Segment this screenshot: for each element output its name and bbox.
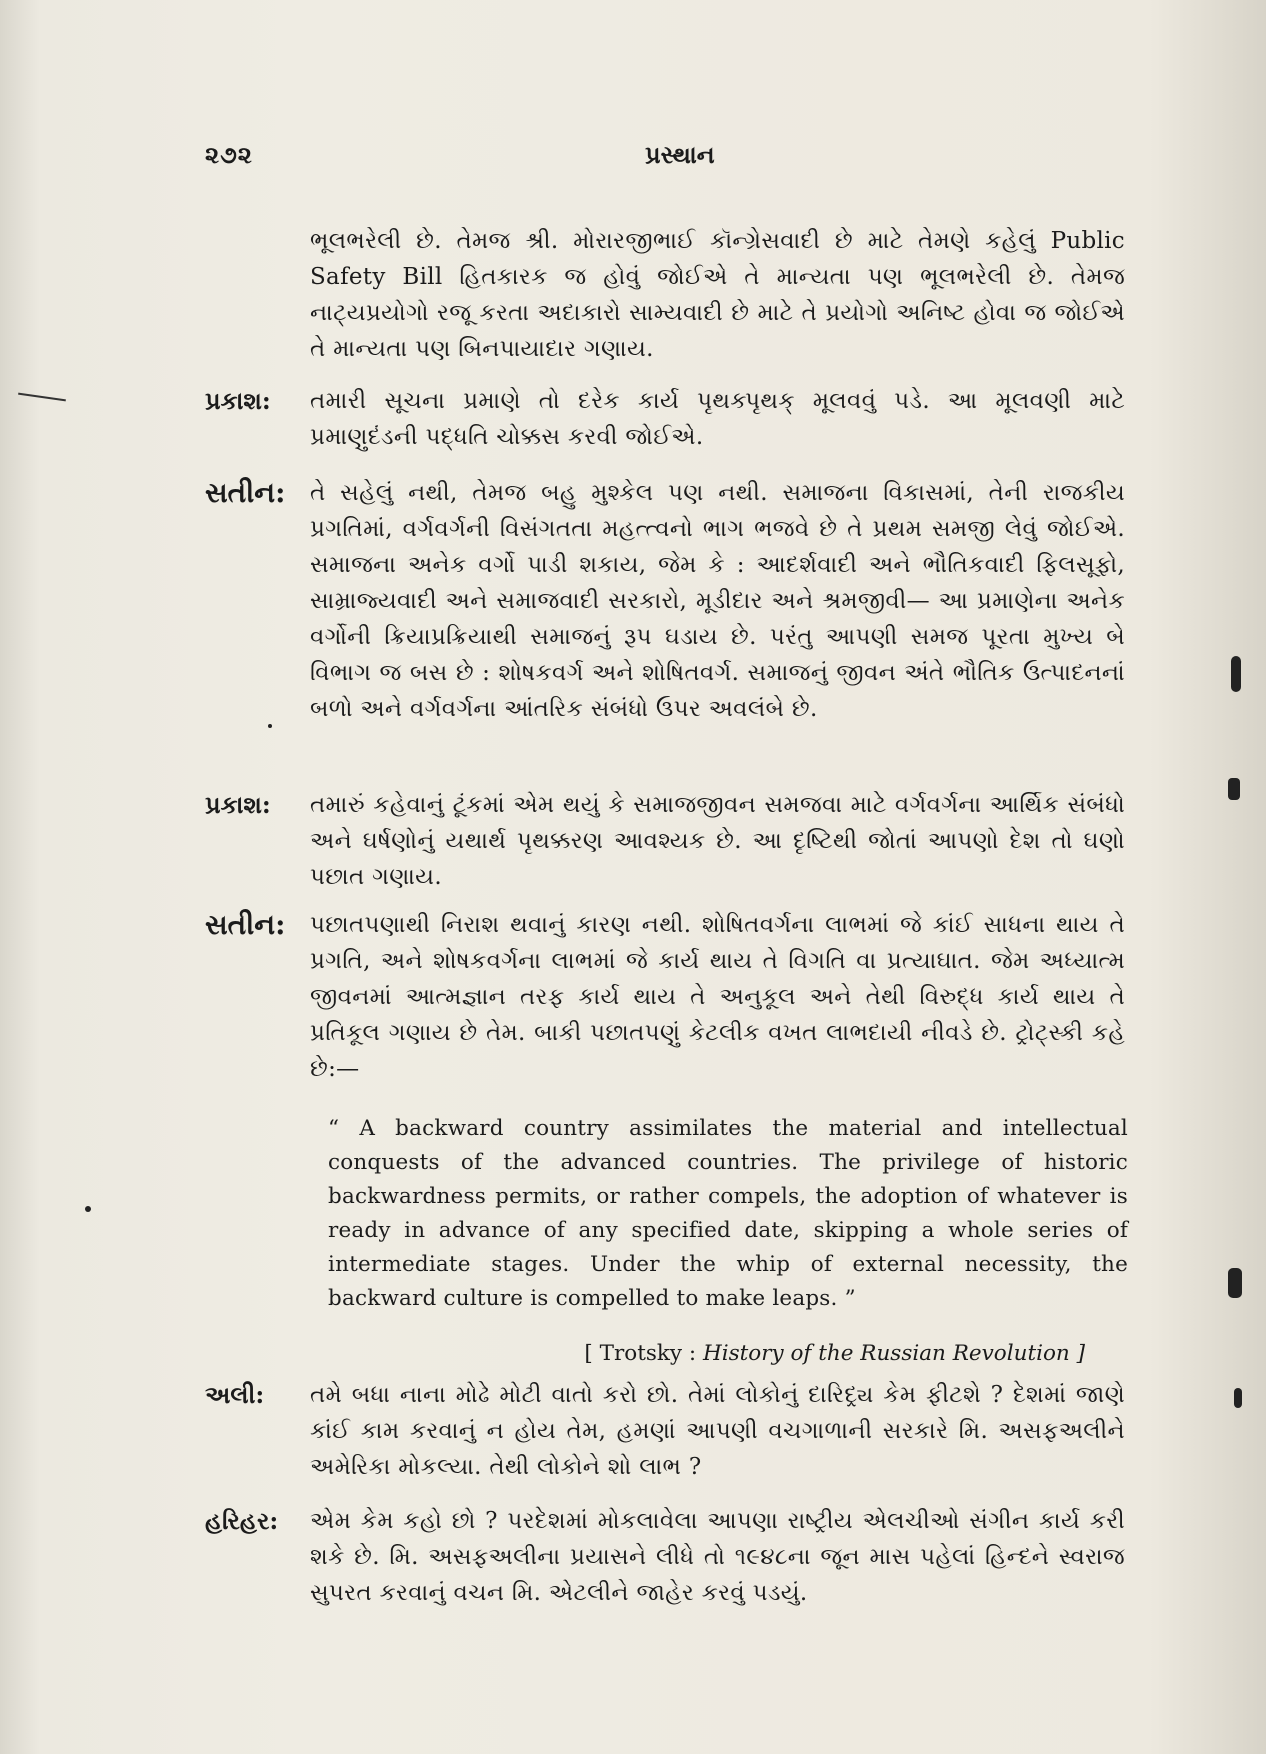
dialogue-paragraph bbox=[205, 475, 1125, 727]
speaker-label: પ્રકાશ: bbox=[205, 790, 271, 819]
ink-mark bbox=[18, 393, 66, 402]
speaker-label: સતીન: bbox=[205, 476, 286, 509]
paragraph-text: પછાતપણાથી નિરાશ થવાનું કારણ નથી. શોષિતવર્ગના લાભમાં જે કાંઈ સાધના થાય તે પ્રગતિ, અને શોષકવર્ગના લાભમાં જે કાર્ય થાય તે વિગતિ વા પ્રત્યાઘાત. જેમ અધ્યાત્મ જીવનમાં આત્મજ્ઞાન તરફ કાર્ય થાય તે અનુકૂલ અને તેથી વિરુદ્ધ કાર્ય થાય તે પ્રતિકૂલ ગણાય છે તેમ. બાકી પછાતપણું કેટલીક વખત લાભદાયી નીવડે છે. ટ્રોટ્સ્કી કહે છે:— bbox=[310, 912, 1125, 1082]
speaker-label: પ્રકાશ: bbox=[205, 386, 271, 415]
paragraph-text: ભૂલભરેલી છે. તેમજ શ્રી. મોરારજીભાઈ કૉન્ગ્રેસવાદી છે માટે તેમણે કહેલું Public Safety Bill હિતકારક જ હોવું જોઈએ તે માન્યતા પણ ભૂલભરેલી છે. તેમજ નાટ્યપ્રયોગો રજૂ કરતા અદાકારો સામ્યવાદી છે માટે તે પ્રયોગો અનિષ્ટ હોવા જ જોઈએ તે માન્યતા પણ બિનપાયાદાર ગણાય. bbox=[310, 228, 1125, 362]
speaker-label: અલી: bbox=[205, 1380, 265, 1409]
quote-text: “ A backward country assimilates the material and intellectual conquests of the advanced countries. The privilege of historic backwardness permits, or rather compels, the adoption of whatever is ready in advance of any specified date, skipping a whole series of intermediate stages. Under the whip of external necessity, the backward culture is compelled to make leaps. ” bbox=[328, 1115, 1128, 1311]
citation-author: [ Trotsky : bbox=[584, 1341, 697, 1366]
dialogue-paragraph bbox=[205, 1503, 1125, 1611]
ink-blot bbox=[1228, 778, 1240, 800]
ink-blot bbox=[1231, 656, 1241, 692]
ink-dot bbox=[85, 1206, 91, 1212]
running-title: પ્રસ્થાન bbox=[645, 140, 715, 169]
paragraph-text: તે સહેલું નથી, તેમજ બહુ મુશ્કેલ પણ નથી. સમાજના વિકાસમાં, તેની રાજકીય પ્રગતિમાં, વર્ગવર્ગની વિસંગતતા મહત્ત્વનો ભાગ ભજવે છે તે પ્રથમ સમજી લેવું જોઈએ. સમાજના અનેક વર્ગો પાડી શકાય, જેમ કે : આદર્શવાદી અને ભૌતિકવાદી ફિલસૂફો, સામ્રાજ્યવાદી અને સમાજવાદી સરકારો, મૂડીદાર અને શ્રમજીવી— આ પ્રમાણેના અનેક વર્ગોની ક્રિયાપ્રક્રિયાથી સમાજનું રૂપ ઘડાય છે. પરંતુ આપણી સમજ પૂરતા મુખ્ય બે વિભાગ જ બસ છે : શોષકવર્ગ અને શોષિતવર્ગ. સમાજનું જીવન અંતે ભૌતિક ઉત્પાદનનાં બળો અને વર્ગવર્ગના આંતરિક સંબંધો ઉપર અવલંબે છે. bbox=[310, 480, 1125, 722]
dialogue-paragraph bbox=[205, 787, 1125, 895]
speaker-label: સતીન: bbox=[205, 908, 286, 941]
dialogue-paragraph bbox=[205, 907, 1125, 1087]
ink-blot bbox=[1234, 1388, 1242, 1408]
paragraph-text: તમારું કહેવાનું ટૂંકમાં એમ થયું કે સમાજજીવન સમજવા માટે વર્ગવર્ગના આર્થિક સંબંધો અને ઘર્ષણોનું યથાર્થ પૃથક્કરણ આવશ્યક છે. આ દૃષ્ટિથી જોતાં આપણો દેશ તો ઘણો પછાત ગણાય. bbox=[310, 792, 1125, 890]
page-number: ૨૭૨ bbox=[205, 140, 253, 169]
paragraph-text: તમે બધા નાના મોઢે મોટી વાતો કરો છો. તેમાં લોકોનું દારિદ્ર્ય કેમ ફીટશે ? દેશમાં જાણે કાંઈ કામ કરવાનું ન હોય તેમ, હમણાં આપણી વચગાળાની સરકારે મિ. અસફઅલીને અમેરિકા મોકલ્યા. તેથી લોકોને શો લાભ ? bbox=[310, 1382, 1125, 1480]
dialogue-paragraph bbox=[205, 223, 1125, 367]
dialogue-section-3 bbox=[205, 452, 1125, 750]
citation-title: History of the Russian Revolution ] bbox=[702, 1341, 1085, 1366]
paragraph-text: તમારી સૂચના પ્રમાણે તો દરેક કાર્ય પૃથક્પૃથક્ મૂલવવું પડે. આ મૂલવણી માટે પ્રમાણુદંડની પદ્ધતિ ચોક્કસ કરવી જોઈએ. bbox=[310, 388, 1125, 450]
dialogue-section-7 bbox=[205, 1480, 1125, 1634]
dialogue-paragraph bbox=[205, 383, 1125, 455]
ink-blot bbox=[1228, 1268, 1242, 1298]
trotsky-quote bbox=[205, 1090, 1128, 1371]
paragraph-text: એમ કેમ કહો છો ? પરદેશમાં મોકલાવેલા આપણા રાષ્ટ્રીય એલચીઓ સંગીન કાર્ય કરી શકે છે. મિ. અસફઅલીના પ્રયાસને લીધે તો ૧૯૪૮ના જૂન માસ પહેલાં હિન્દને સ્વરાજ સુપરત કરવાનું વચન મિ. એટલીને જાહેર કરવું પડયું. bbox=[310, 1508, 1125, 1606]
speaker-label: હરિહર: bbox=[205, 1506, 279, 1535]
ink-dot bbox=[268, 724, 272, 728]
page-header bbox=[205, 140, 1125, 176]
dialogue-section-5 bbox=[205, 884, 1125, 1110]
dialogue-paragraph bbox=[205, 1377, 1125, 1485]
